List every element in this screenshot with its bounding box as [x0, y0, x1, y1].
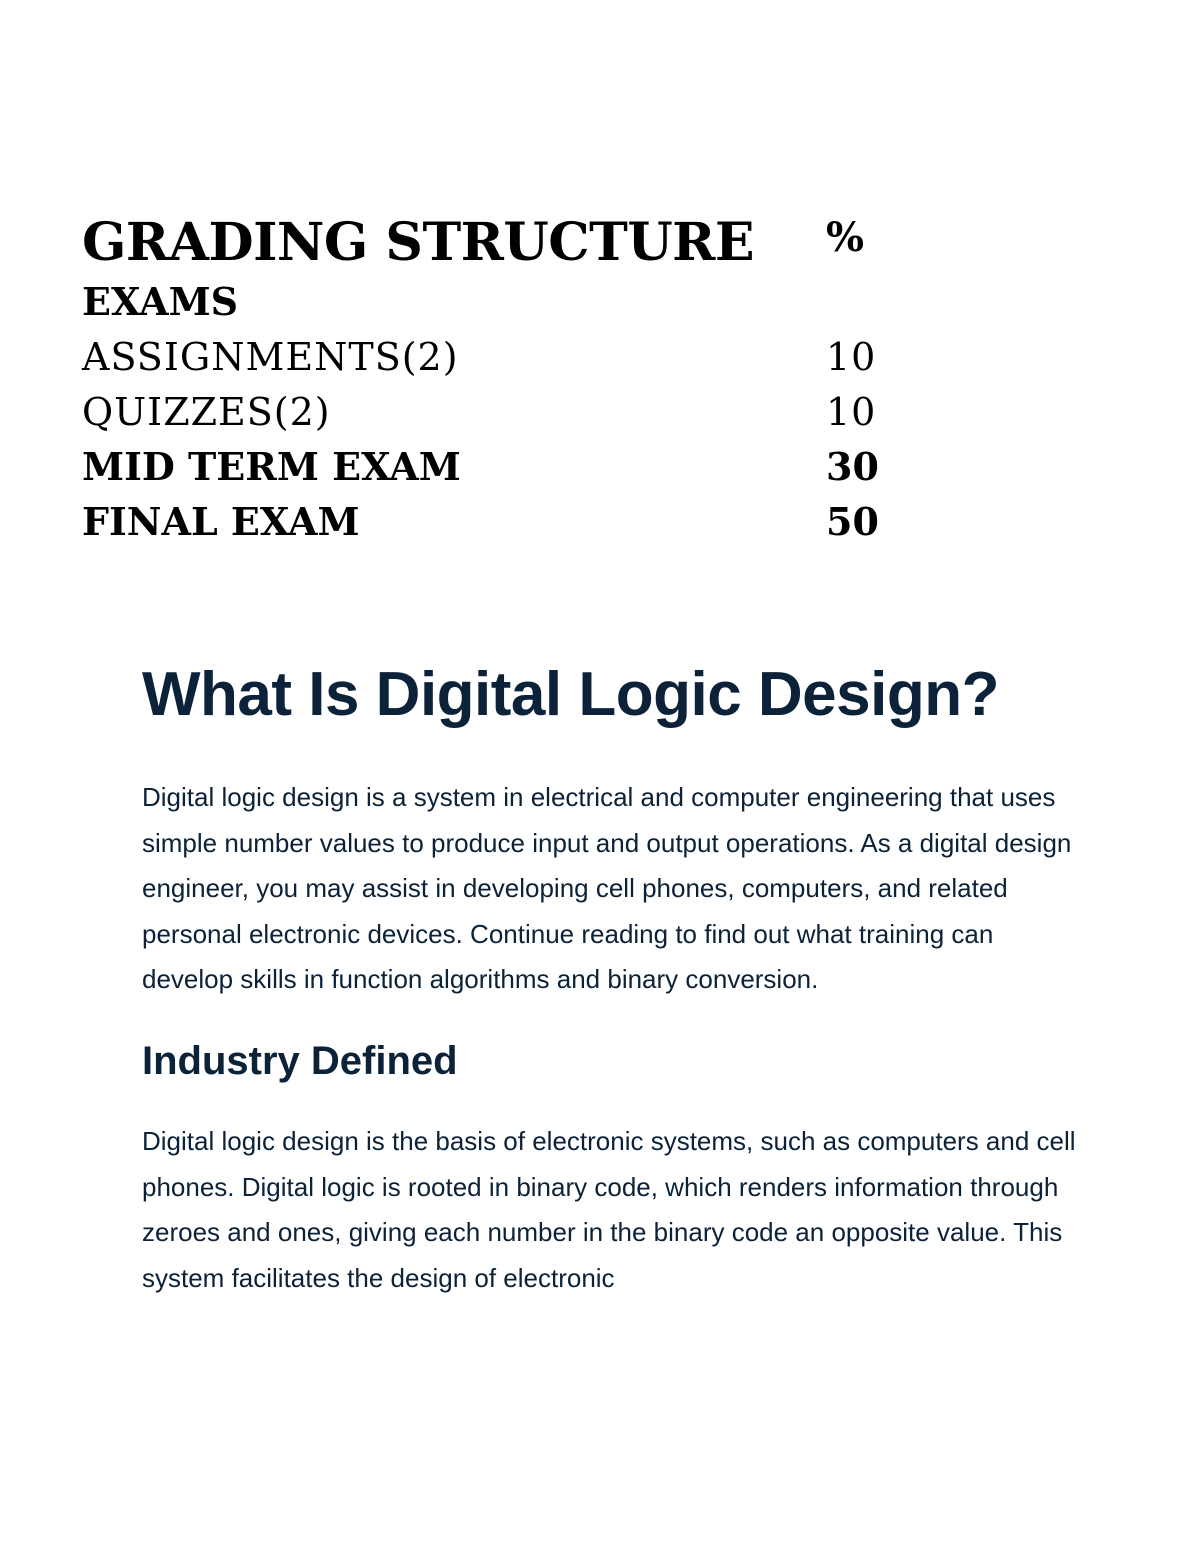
- grading-header-percent: %: [826, 214, 865, 261]
- grading-row-value: 10: [826, 335, 877, 379]
- grading-row-label: MID TERM EXAM: [82, 444, 461, 489]
- section-heading: Industry Defined: [142, 1038, 458, 1083]
- grading-row-exams: [82, 275, 902, 330]
- grading-row-value: 50: [826, 499, 879, 544]
- article-intro-paragraph: Digital logic design is a system in electrical and computer engineering that uses simple number values to produce input and output operations. As a digital design engineer, you may assist in developing cell phones, computers, and related personal electronic devices. Continue reading to find out what training can develop skills in function algorithms and binary conversion.: [142, 782, 1072, 995]
- section-paragraph: Digital logic design is the basis of electronic systems, such as computers and cell phones. Digital logic is rooted in binary code, which renders information through zeroes and ones, giving each number in the binary code an opposite value. This system facilitates the design of electronic: [142, 1125, 1076, 1293]
- grading-structure-table: [82, 205, 902, 550]
- grading-row-label: FINAL EXAM: [82, 499, 360, 544]
- grading-row-quizzes: [82, 385, 902, 440]
- grading-row-label: QUIZZES(2): [82, 390, 331, 434]
- article: [142, 655, 1082, 1301]
- grading-header-label: GRADING STRUCTURE: [82, 212, 755, 273]
- grading-row-final: [82, 495, 902, 550]
- article-title: What Is Digital Logic Design?: [142, 660, 999, 729]
- grading-row-value: 30: [826, 444, 879, 489]
- grading-row-midterm: [82, 440, 902, 495]
- grading-row-label: ASSIGNMENTS(2): [82, 335, 459, 379]
- grading-row-label: EXAMS: [82, 279, 239, 324]
- grading-row-assignments: [82, 330, 902, 385]
- grading-row-value: 10: [826, 390, 877, 434]
- grading-header-row: [82, 205, 902, 275]
